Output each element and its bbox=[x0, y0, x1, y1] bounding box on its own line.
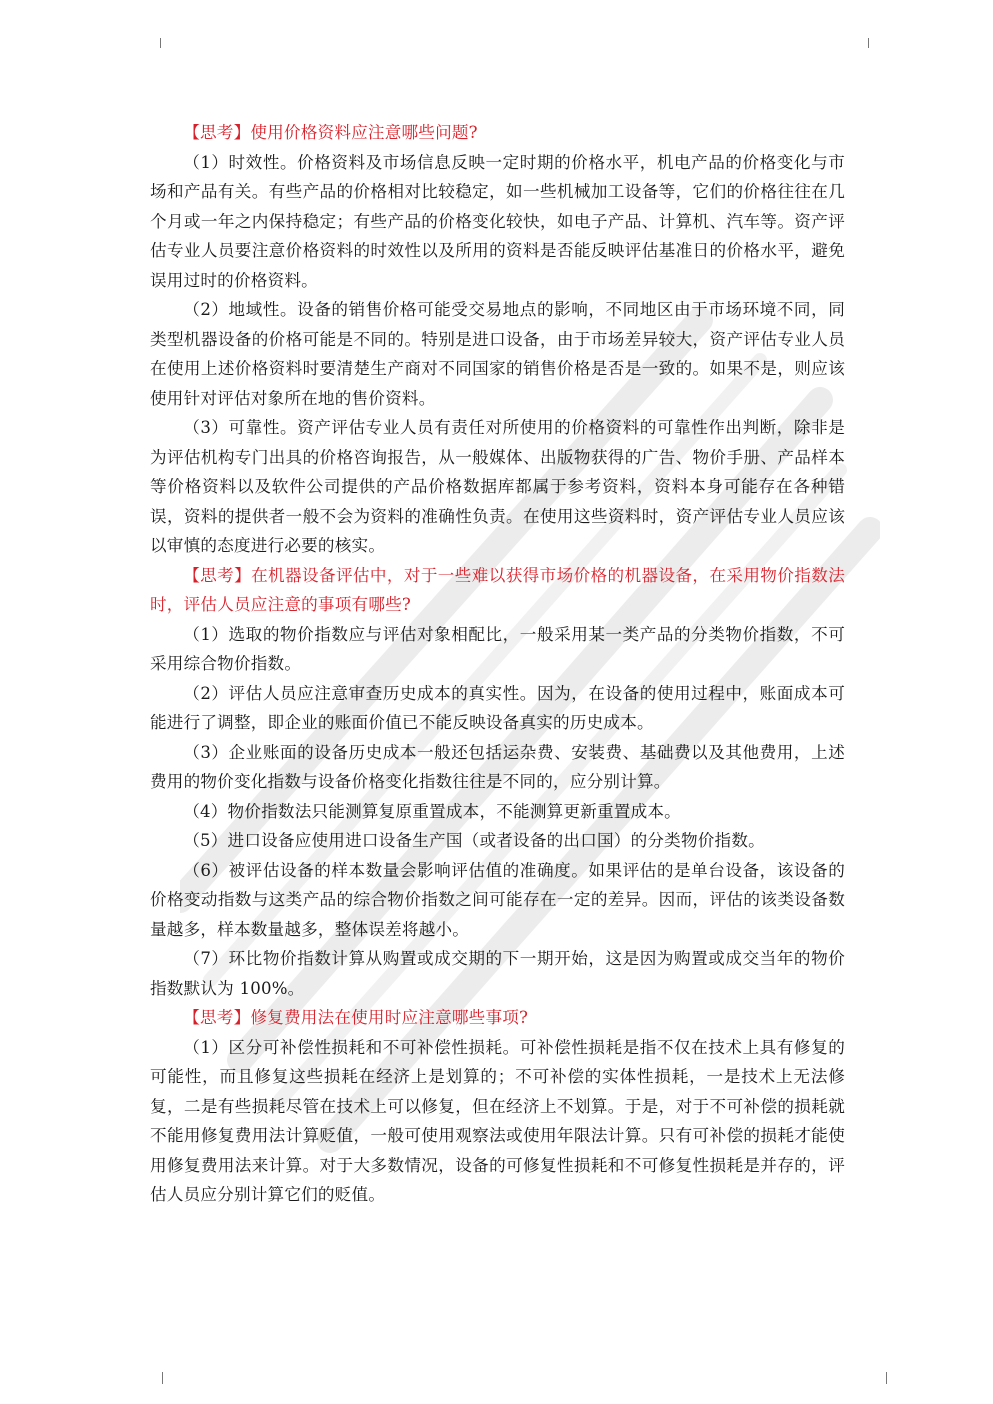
document-body bbox=[150, 118, 845, 1210]
paragraph: （4）物价指数法只能测算复原重置成本，不能测算更新重置成本。 bbox=[183, 801, 681, 821]
paragraph: （1）时效性。价格资料及市场信息反映一定时期的价格水平，机电产品的价格变化与市场和产品有关。有些产品的价格相对比较稳定，如一些机械加工设备等，它们的价格往往在几个月或一年之内保持稳定；有些产品的价格变化较快，如电子产品、计算机、汽车等。资产评估专业人员要注意价格资料的时效性以及所用的资料是否能反映评估基准日的价格水平，避免误用过时的价格资料。 bbox=[150, 152, 845, 290]
paragraph: （3）企业账面的设备历史成本一般还包括运杂费、安装费、基础费以及其他费用，上述费用的物价变化指数与设备价格变化指数往往是不同的，应分别计算。 bbox=[150, 742, 845, 791]
question-heading-1: 【思考】使用价格资料应注意哪些问题? bbox=[183, 123, 478, 142]
paragraph: （1）选取的物价指数应与评估对象相配比，一般采用某一类产品的分类物价指数，不可采用综合物价指数。 bbox=[150, 624, 845, 673]
question-heading-3: 【思考】修复费用法在使用时应注意哪些事项? bbox=[183, 1008, 529, 1027]
paragraph: （2）地域性。设备的销售价格可能受交易地点的影响，不同地区由于市场环境不同，同类型机器设备的价格可能是不同的。特别是进口设备，由于市场差异较大，资产评估专业人员在使用上述价格资料时要清楚生产商对不同国家的销售价格是否是一致的。如果不是，则应该使用针对评估对象所在地的售价资料。 bbox=[150, 300, 845, 408]
paragraph: （5）进口设备应使用进口设备生产国（或者设备的出口国）的分类物价指数。 bbox=[183, 831, 765, 850]
paragraph: （3）可靠性。资产评估专业人员有责任对所使用的价格资料的可靠性作出判断，除非是为评估机构专门出具的价格咨询报告，从一般媒体、出版物获得的广告、物价手册、产品样本等价格资料以及软件公司提供的产品价格数据库都属于参考资料，资料本身可能存在各种错误，资料的提供者一般不会为资料的准确性负责。在使用这些资料时，资产评估专业人员应该以审慎的态度进行必要的核实。 bbox=[150, 418, 845, 555]
paragraph: （6）被评估设备的样本数量会影响评估值的准确度。如果评估的是单台设备，该设备的价格变动指数与这类产品的综合物价指数之间可能存在一定的差异。因而，评估的该类设备数量越多，样本数量越多，整体误差将越小。 bbox=[150, 860, 845, 939]
paragraph: （2）评估人员应注意审查历史成本的真实性。因为，在设备的使用过程中，账面成本可能进行了调整，即企业的账面价值已不能反映设备真实的历史成本。 bbox=[150, 683, 845, 732]
paragraph: （1）区分可补偿性损耗和不可补偿性损耗。可补偿性损耗是指不仅在技术上具有修复的可能性，而且修复这些损耗在经济上是划算的；不可补偿的实体性损耗，一是技术上无法修复，二是有些损耗尽管在技术上可以修复，但在经济上不划算。于是，对于不可补偿的损耗就不能用修复费用法计算贬值，一般可使用观察法或使用年限法计算。只有可补偿的损耗才能使用修复费用法来计算。对于大多数情况，设备的可修复性损耗和不可修复性损耗是并存的，评估人员应分别计算它们的贬值。 bbox=[150, 1037, 845, 1204]
question-heading-2: 【思考】在机器设备评估中，对于一些难以获得市场价格的机器设备，在采用物价指数法时，评估人员应注意的事项有哪些? bbox=[150, 565, 845, 614]
paragraph: （7）环比物价指数计算从购置或成交期的下一期开始，这是因为购置或成交当年的物价指数默认为 100%。 bbox=[150, 949, 845, 998]
